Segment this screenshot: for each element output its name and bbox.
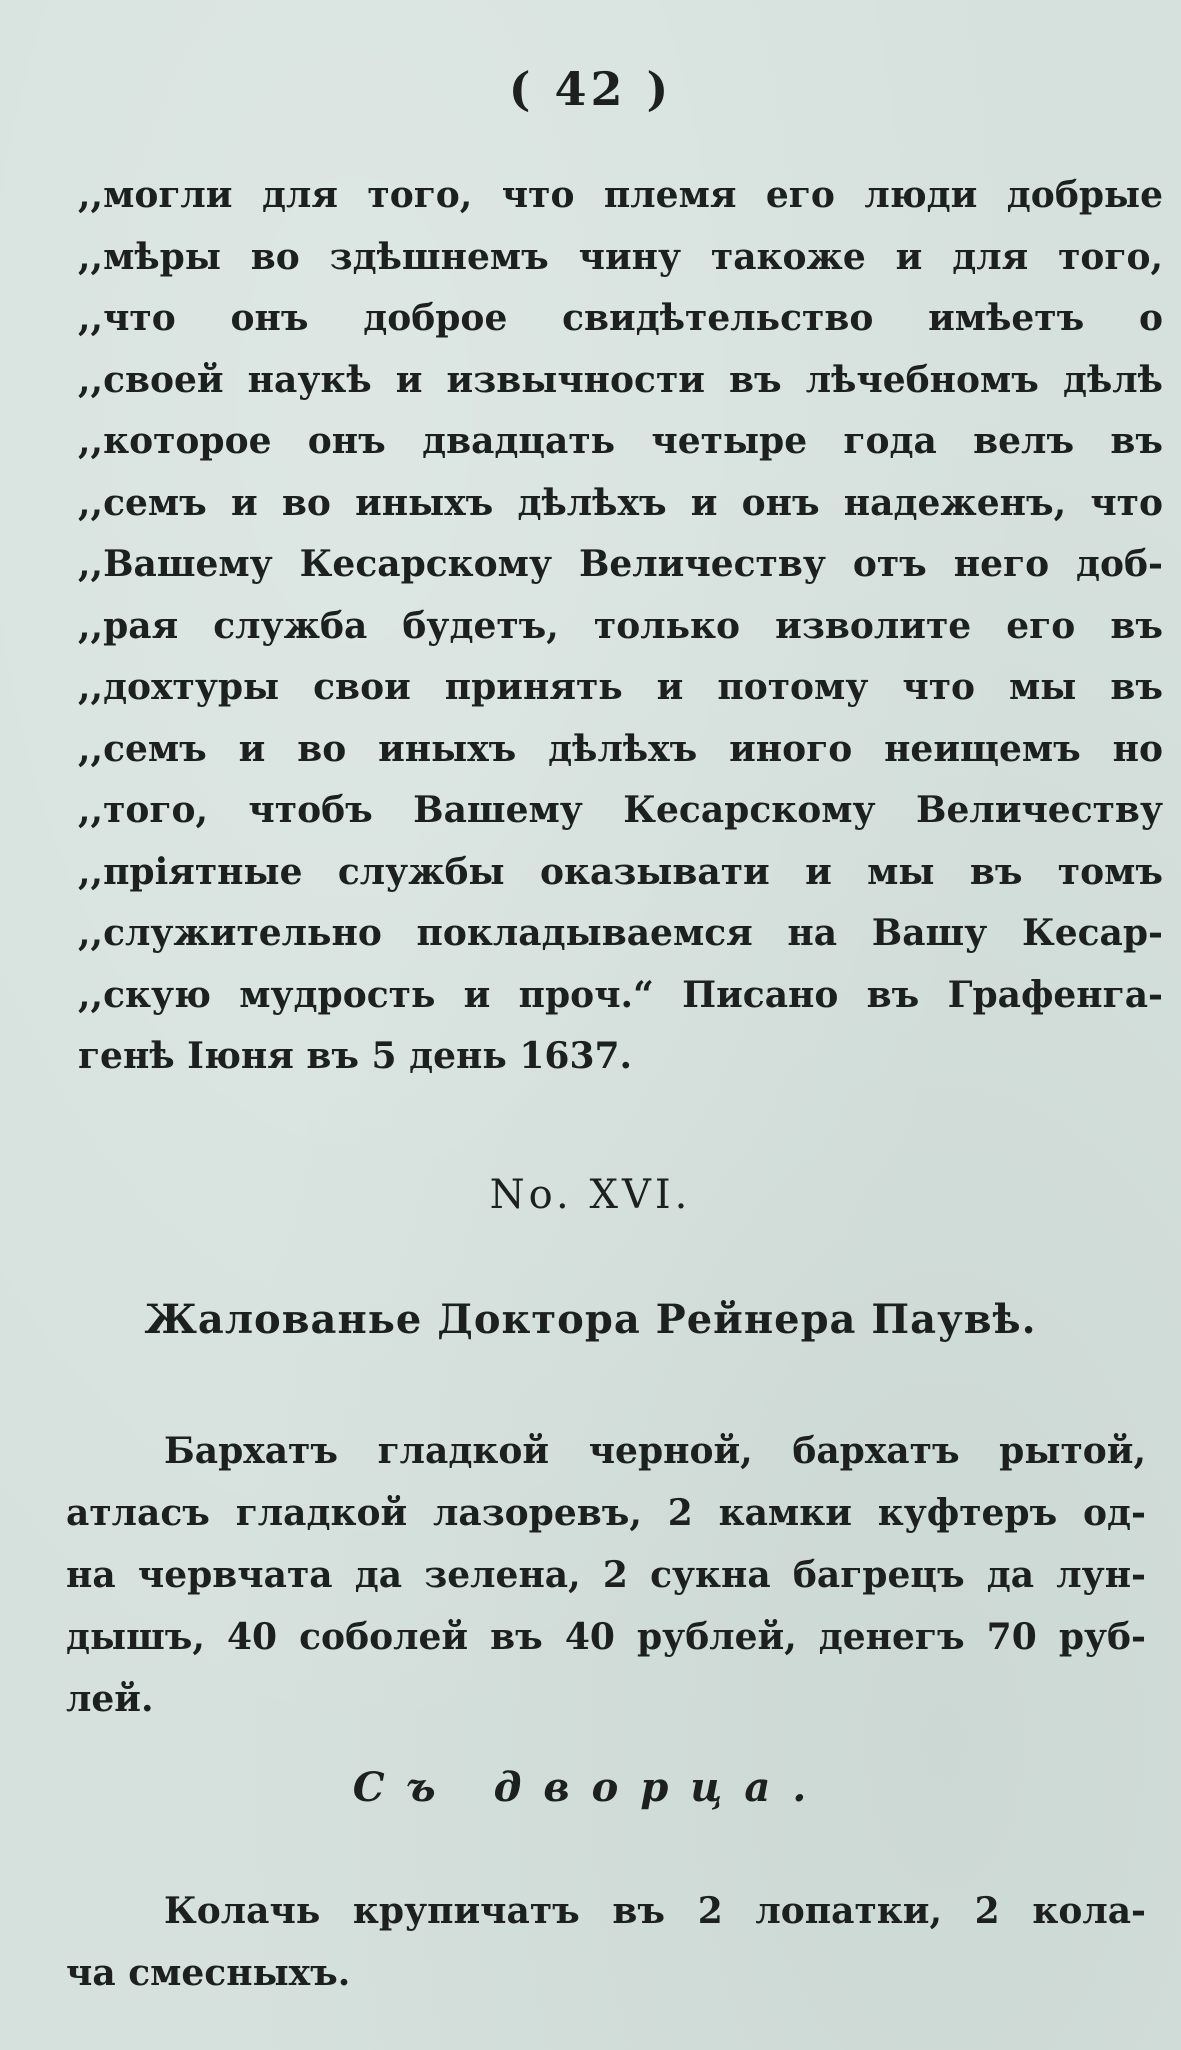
palace-paragraph — [66, 1880, 1146, 2004]
section-number: No. XVI. — [489, 1172, 692, 1218]
text-line: Бархатъ гладкой черной, бархатъ рытой, — [164, 1430, 1146, 1472]
page-number: ( 42 ) — [508, 62, 673, 116]
text-line: ,,дохтуры свои принять и потому что мы въ — [78, 666, 1163, 708]
text-line: ча смесныхъ. — [66, 1952, 351, 1994]
text-line: ,,что онъ доброе свидѣтельство имѣетъ о — [78, 297, 1163, 339]
text-line: Колачь крупичатъ въ 2 лопатки, 2 кола- — [164, 1890, 1146, 1932]
text-line: ,,Вашему Кесарскому Величеству отъ него доб- — [78, 543, 1163, 585]
text-line: лей. — [66, 1678, 154, 1720]
salary-paragraph — [66, 1420, 1146, 1730]
text-line: ,,семъ и во иныхъ дѣлѣхъ и онъ надеженъ, что — [78, 481, 1163, 524]
text-line: ,,того, чтобъ Вашему Кесарскому Величеству — [78, 789, 1163, 831]
text-line: генѣ Іюня въ 5 день 1637. — [78, 1035, 633, 1077]
text-line: на червчата да зелена, 2 сукна багрецъ да лун- — [66, 1554, 1146, 1596]
text-line: ,,служительно покладываемся на Вашу Кесар- — [78, 912, 1163, 954]
text-line: ,,пріятные службы оказывати и мы въ томъ — [78, 850, 1163, 893]
text-line: ,,которое онъ двадцать четыре года велъ въ — [78, 420, 1163, 462]
quoted-letter-text — [78, 165, 1163, 1088]
sub-heading: Съ дворца. — [352, 1764, 829, 1811]
text-line: ,,мѣры во здѣшнемъ чину такоже и для того, — [78, 235, 1163, 278]
section-title: Жалованье Доктора Рейнера Паувѣ. — [144, 1296, 1037, 1343]
text-line: дышъ, 40 соболей въ 40 рублей, денегъ 70 руб- — [66, 1616, 1146, 1658]
text-line: ,,могли для того, что племя его люди добрые — [78, 174, 1163, 216]
text-line: атласъ гладкой лазоревъ, 2 камки куфтеръ од- — [66, 1492, 1146, 1534]
text-line: ,,рая служба будетъ, только изволите его въ — [78, 604, 1163, 647]
text-line: ,,скую мудрость и проч.“ Писано въ Графенга- — [78, 973, 1163, 1016]
text-line: ,,своей наукѣ и извычности въ лѣчебномъ дѣлѣ — [78, 358, 1163, 401]
text-line: ,,семъ и во иныхъ дѣлѣхъ иного неищемъ но — [78, 727, 1163, 770]
